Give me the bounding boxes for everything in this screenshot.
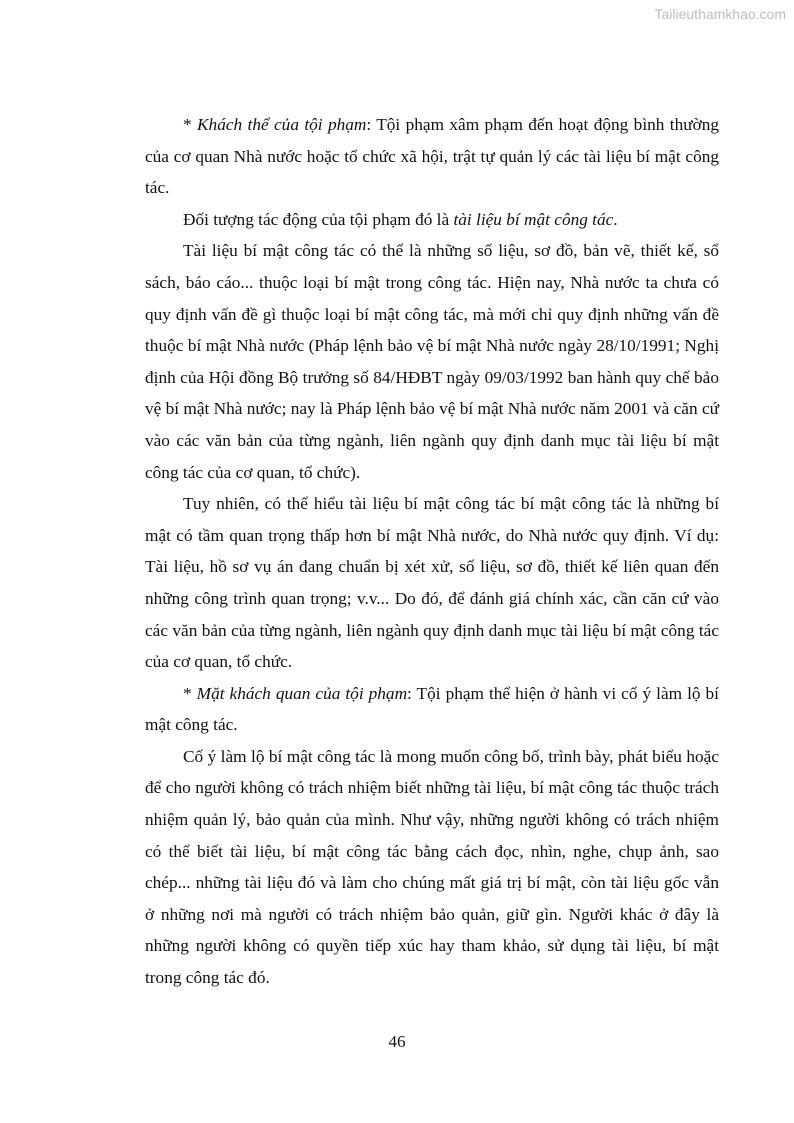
watermark: Tailieuthamkhao.com [654,6,786,22]
text-run: . [613,209,618,229]
text-run: * [183,683,197,703]
paragraph [145,678,719,741]
paragraph [145,741,719,994]
text-run: * [183,115,198,134]
italic-term: tài liệu bí mật công tác [453,209,614,229]
text-run: Cố ý làm lộ bí mật công tác là mong muốn công bố, trình bày, phát biểu hoặc để cho người không có trách nhiệm biết những tài liệu, bí mật công tác thuộc trách nhiệm quản lý, bảo quản của mình. Như vậy, những người không có trách nhiệm có thể biết tài liệu, bí mật công tác bằng cách đọc, nhìn, nghe, chụp ảnh, sao chép... những tài liệu đó và làm cho chúng mất giá trị bí mật, còn tài liệu gốc vẫn ở những nơi mà người có trách nhiệm bảo quản, giữ gìn. Người khác ở đây là những người không có quyền tiếp xúc hay tham khảo, sử dụng tài liệu, bí mật trong công tác đó. [145,746,719,988]
text-run: : Tội phạm xâm phạm đến hoạt động bình thường của cơ quan Nhà nước hoặc tổ chức xã hội, trật tự quản lý các tài liệu bí mật công tác. [145,115,720,198]
paragraph [145,109,719,204]
text-run: : Tội phạm thể hiện ở hành vi cố ý làm lộ bí mật công tác. [145,683,719,735]
paragraph [145,235,719,488]
text-run: Tuy nhiên, có thể hiểu tài liệu bí mật công tác bí mật công tác là những bí mật có tầm quan trọng thấp hơn bí mật Nhà nước, do Nhà nước quy định. Ví dụ: Tài liệu, hồ sơ vụ án đang chuẩn bị xét xử, số liệu, sơ đồ, thiết kế liên quan đến những công trình quan trọng; v.v... Do đó, để đánh giá chính xác, cần căn cứ vào các văn bản của từng ngành, liên ngành quy định danh mục tài liệu bí mật công tác của cơ quan, tổ chức. [145,494,719,672]
text-run: Tài liệu bí mật công tác có thể là những số liệu, sơ đồ, bản vẽ, thiết kế, sổ sách, báo cáo... thuộc loại bí mật trong công tác. Hiện nay, Nhà nước ta chưa có quy định vấn đề gì thuộc loại bí mật công tác, mà mới chỉ quy định những vấn đề thuộc bí mật Nhà nước (Pháp lệnh bảo vệ bí mật Nhà nước ngày 28/10/1991; Nghị định của Hội đồng Bộ trưởng số 84/HĐBT ngày 09/03/1992 ban hành quy chế bảo vệ bí mật Nhà nước; nay là Pháp lệnh bảo vệ bí mật Nhà nước năm 2001 và căn cứ vào các văn bản của từng ngành, liên ngành quy định danh mục tài liệu bí mật công tác của cơ quan, tổ chức). [145,241,719,482]
text-run: Đối tượng tác động của tội phạm đó là [183,209,454,229]
paragraph [145,488,719,678]
italic-heading: Khách thể của tội phạm [197,115,367,134]
paragraph [145,204,719,236]
italic-heading: Mặt khách quan của tội phạm [196,683,408,703]
document-body [145,109,719,994]
page-number: 46 [388,1032,406,1051]
